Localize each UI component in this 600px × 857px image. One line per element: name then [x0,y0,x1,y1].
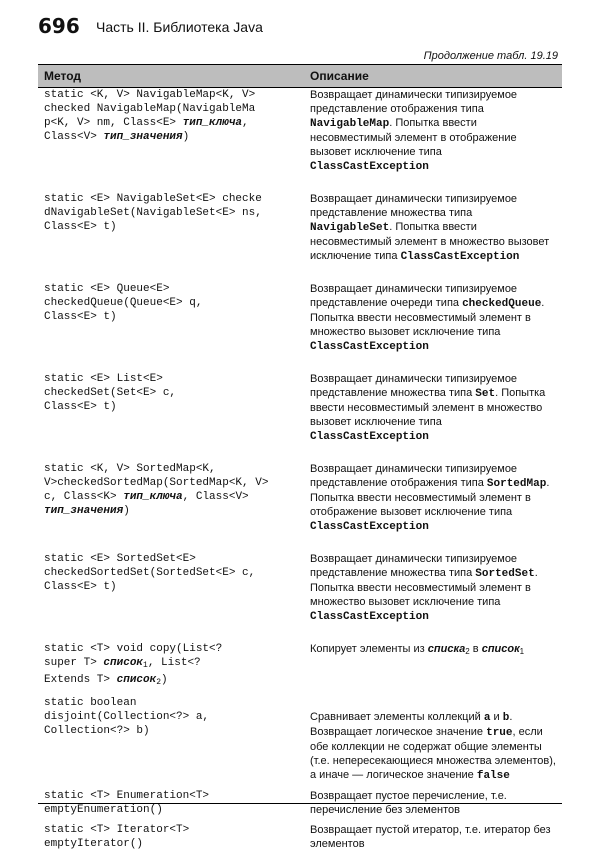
table-row [38,789,562,823]
table-header-row [38,65,562,88]
column-header-description: Описание [310,69,369,83]
method-signature: static <E> List<E> checkedSet(Set<E> c, Class<E> t) [44,373,177,413]
method-description: Возвращает пустой итератор, т.е. итератор без элементов [310,824,551,850]
method-signature: static <T> Iterator<T> emptyIterator() [44,824,190,850]
method-signature: static <E> Queue<E> checkedQueue(Queue<E> q, Class<E> t) [44,283,203,323]
method-description: Возвращает динамически типизируемое представление отображения типа NavigableMap. Попытка ввести несовместимый элемент в отображение вызовет исключение типа ClassCastException [310,89,518,173]
method-description: Возвращает динамически типизируемое представление множества типа NavigableSet. Попытка ввести несовместимый элемент в множество вызовет исключение типа ClassCastException [310,193,550,263]
table-row [38,462,562,552]
method-description: Возвращает динамически типизируемое представление множества типа Set. Попытка ввести несовместимый элемент в множество вызовет исключение типа ClassCastException [310,373,546,443]
method-signature: static <K, V> NavigableMap<K, V> checked NavigableMap(NavigableMa p<K, V> nm, Class<E> тип_ключа, Class<V> тип_значения) [44,89,256,143]
method-description: Сравнивает элементы коллекций a и b. Возвращает логическое значение true, если обе коллекции не содержат общие элементы (т.е. непересекающиеся множества элементов), а иначе — логическое значение false [310,711,556,782]
table-row [38,696,562,789]
column-header-method: Метод [44,69,82,83]
methods-table [38,64,562,857]
method-description: Возвращает динамически типизируемое представление множества типа SortedSet. Попытка ввести несовместимый элемент в множество вызовет исключение типа ClassCastException [310,553,538,623]
running-head: Часть II. Библиотека Java [96,19,263,35]
table-continuation-caption: Продолжение табл. 19.19 [423,50,558,62]
table-row [38,823,562,857]
page-header [38,12,578,42]
method-signature: static <T> void copy(List<? super T> список$_1$, List<? Extends T> список$_2$) [44,643,223,687]
method-signature: static <E> SortedSet<E> checkedSortedSet(SortedSet<E> c, Class<E> t) [44,553,256,593]
method-signature: static <K, V> SortedMap<K, V>checkedSortedMap(SortedMap<K, V> c, Class<K> тип_ключа, Class<V> тип_значения) [44,463,269,517]
method-description: Возвращает динамически типизируемое представление отображения типа SortedMap. Попытка ввести несовместимый элемент в отображение вызовет исключение типа ClassCastException [310,463,550,533]
method-description: Копирует элементы из списка$_2$ в список$_1$ [310,643,525,656]
method-signature: static <E> NavigableSet<E> checke dNavigableSet(NavigableSet<E> ns, Class<E> t) [44,193,262,233]
method-signature: static boolean disjoint(Collection<?> a, Collection<?> b) [44,697,210,737]
table-row [38,282,562,372]
method-description: Возвращает пустое перечисление, т.е. перечисление без элементов [310,790,507,816]
table-row [38,372,562,462]
page-number: 696 [38,14,80,38]
table-row [38,88,562,193]
method-signature: static <T> Enumeration<T> emptyEnumeration() [44,790,210,816]
method-description: Возвращает динамически типизируемое представление очереди типа checkedQueue. Попытка ввести несовместимый элемент в множество вызовет исключение типа ClassCastException [310,283,545,353]
table-row [38,642,562,696]
table-row [38,192,562,282]
table-row [38,552,562,642]
table-bottom-rule [38,803,562,804]
